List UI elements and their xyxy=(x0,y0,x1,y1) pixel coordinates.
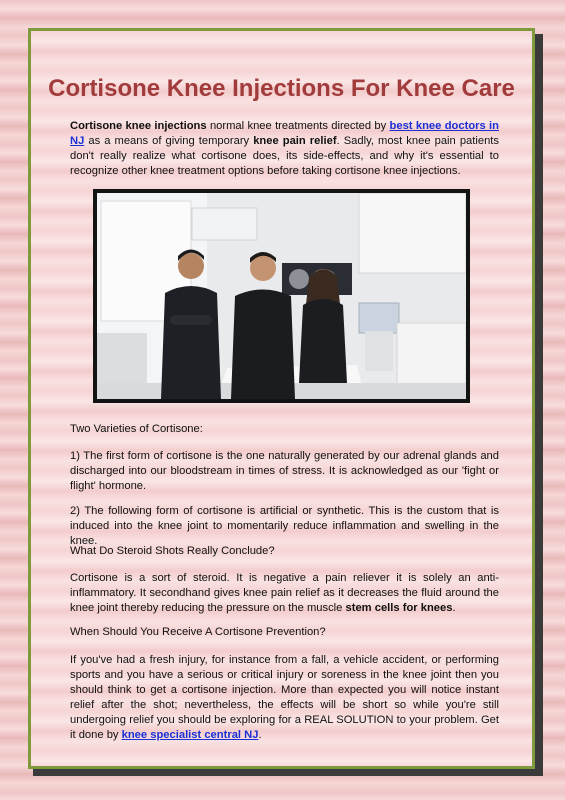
document-page xyxy=(28,28,535,769)
paragraph-when xyxy=(70,653,499,743)
doctors-team-photo xyxy=(93,189,470,403)
knee-specialist-link[interactable]: knee specialist central NJ xyxy=(121,729,259,741)
section-heading-varieties: Two Varieties of Cortisone: xyxy=(70,423,203,435)
best-knee-doctors-link[interactable]: best knee doctors in NJ xyxy=(70,120,499,147)
stem-cells-bold: stem cells for knees xyxy=(345,602,453,614)
when-end: . xyxy=(258,729,262,741)
intro-text-2: as a means of giving temporary xyxy=(84,135,254,147)
paragraph-steroid xyxy=(70,571,499,616)
paragraph-first-form: 1) The first form of cortisone is the one naturally generated by our adrenal glands and discharged into our bloodstream in times of stress. It is acknowledged as our 'fight or flight' hormone. xyxy=(70,450,499,492)
steroid-text: Cortisone is a sort of steroid. It is negative a pain reliever it is solely an anti-inflammatory. It secondhand gives knee pain relief as it decreases the fluid around the knee joint thereby reducing the pressure on the muscle xyxy=(70,572,499,614)
when-text: If you've had a fresh injury, for instance from a fall, a vehicle accident, or performing sports and you have a serious or critical injury or soreness in the knee joint then you should think to get a cortisone injection. More than expected you will notice instant relief after the shot; nevertheless, the effects will be short so while you're still undergoing relief you should be exploring for a REAL SOLUTION to your problem. Get it done by xyxy=(70,654,499,741)
intro-bold-knee-pain: knee pain relief xyxy=(253,135,337,147)
page-title: Cortisone Knee Injections For Knee Care xyxy=(48,75,515,102)
intro-text-1: normal knee treatments directed by xyxy=(206,120,390,132)
steroid-end: . xyxy=(452,602,456,614)
doctors-photo-illustration xyxy=(97,193,466,399)
intro-text-3: . Sadly, most knee pain patients don't really realize what cortisone does, its side-effects, and why it's essential to recognize other knee treatment options before taking cortisone knee injections. xyxy=(70,135,500,177)
section-heading-when: When Should You Receive A Cortisone Prevention? xyxy=(70,626,326,638)
paragraph-second-form: 2) The following form of cortisone is artificial or synthetic. This is the custom that is induced into the knee joint to momentarily reduce inflammation and swelling in the knee. xyxy=(70,505,499,547)
section-heading-steroid: What Do Steroid Shots Really Conclude? xyxy=(70,545,275,557)
intro-bold-lead: Cortisone knee injections xyxy=(70,120,207,132)
intro-paragraph xyxy=(70,119,499,179)
